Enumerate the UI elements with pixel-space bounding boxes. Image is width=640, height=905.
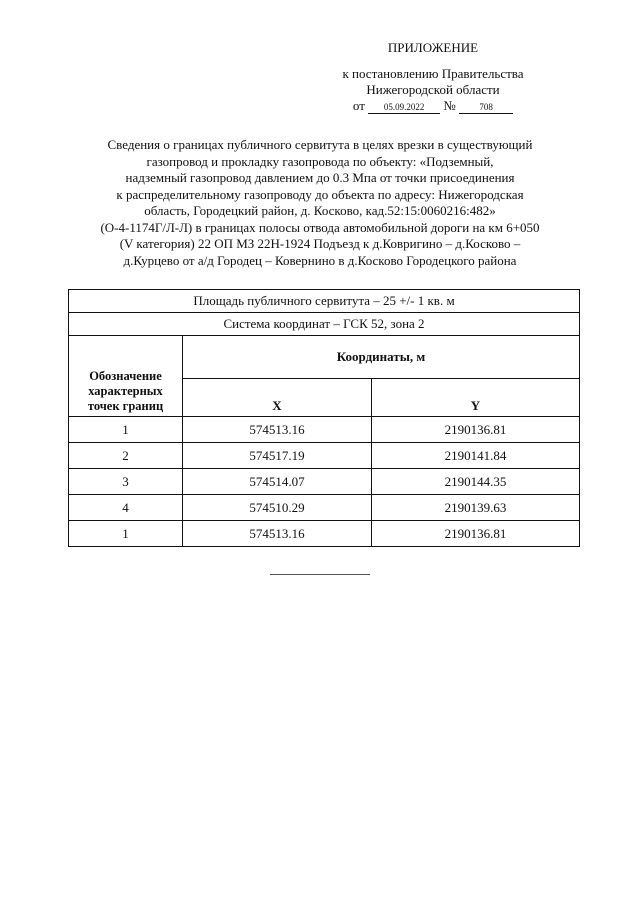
description-line: (V категория) 22 ОП МЗ 22Н-1924 Подъезд к д.Ковригино – д.Косково – [119, 236, 521, 251]
y-cell: 2190144.35 [371, 469, 579, 495]
table-row [69, 417, 580, 443]
point-cell: 2 [69, 443, 183, 469]
y-cell: 2190139.63 [371, 495, 579, 521]
system-row [69, 313, 580, 336]
document-number: 708 [459, 101, 513, 114]
description-line: надземный газопровод давлением до 0.3 Мпа от точки присоединения [125, 170, 515, 185]
x-cell: 574513.16 [183, 521, 372, 547]
table-row [69, 521, 580, 547]
coordinates-table [68, 289, 580, 547]
date-number-line [318, 98, 548, 114]
y-header: Y [371, 379, 579, 417]
date-prefix: от [352, 98, 365, 113]
table-row [69, 469, 580, 495]
y-cell: 2190136.81 [371, 417, 579, 443]
appendix-header [318, 40, 548, 114]
area-cell: Площадь публичного сервитута – 25 +/- 1 кв. м [69, 290, 580, 313]
document-date: 05.09.2022 [368, 101, 440, 114]
description-line: газопровод и прокладку газопровода по объекту: «Подземный, [146, 153, 494, 169]
coordinate-system-cell: Система координат – ГСК 52, зона 2 [69, 313, 580, 336]
footer-divider [270, 574, 370, 575]
x-cell: 574510.29 [183, 495, 372, 521]
point-cell: 4 [69, 495, 183, 521]
x-cell: 574514.07 [183, 469, 372, 495]
description-line: к распределительному газопроводу до объекта по адресу: Нижегородская [116, 186, 524, 202]
y-cell: 2190141.84 [371, 443, 579, 469]
x-cell: 574513.16 [183, 417, 372, 443]
description-line: (О-4-1174Г/Л-Л) в границах полосы отвода автомобильной дороги на км 6+050 [100, 219, 540, 235]
servitude-description [60, 137, 580, 269]
x-header: X [183, 379, 372, 417]
header-line-2: Нижегородской области [366, 82, 500, 97]
point-cell: 1 [69, 417, 183, 443]
number-sign: № [443, 98, 456, 113]
header-line-1: к постановлению Правительства [342, 66, 524, 81]
header-row [69, 336, 580, 379]
point-cell: 3 [69, 469, 183, 495]
table-row [69, 443, 580, 469]
coordinates-header: Координаты, м [183, 336, 580, 379]
appendix-title: ПРИЛОЖЕНИЕ [387, 40, 479, 55]
table-row [69, 495, 580, 521]
point-cell: 1 [69, 521, 183, 547]
description-line: д.Курцево от а/д Городец – Ковернино в д.Косково Городецкого района [123, 252, 517, 268]
area-row [69, 290, 580, 313]
y-cell: 2190136.81 [371, 521, 579, 547]
description-line: область, Городецкий район, д. Косково, кад.52:15:0060216:482» [144, 203, 496, 218]
point-header: Обозначение характерных точек границ [69, 336, 183, 417]
description-line: Сведения о границах публичного сервитута в целях врезки в существующий [107, 137, 533, 152]
x-cell: 574517.19 [183, 443, 372, 469]
